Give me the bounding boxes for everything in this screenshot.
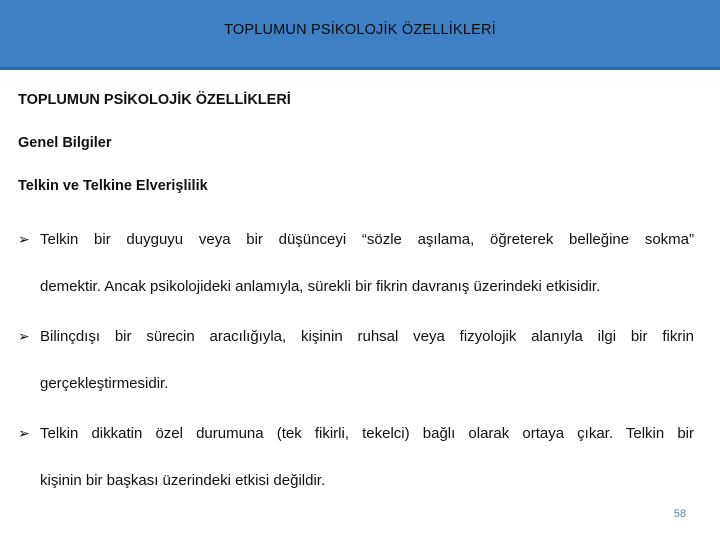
arrow-bullet-icon: ➢ [18, 231, 30, 247]
bullet-item [18, 313, 694, 407]
page-title: TOPLUMUN PSİKOLOJİK ÖZELLİKLERİ [18, 92, 291, 108]
bullet-line: Bilinçdışı bir sürecin aracılığıyla, kişinin ruhsal veya fizyolojik alanıyla ilgi bir fikrin [40, 328, 694, 345]
arrow-bullet-icon: ➢ [18, 425, 30, 441]
bullet-line: demektir. Ancak psikolojideki anlamıyla, sürekli bir fikrin davranış üzerindeki etkisidir. [40, 278, 601, 295]
bullet-line: kişinin bir başkası üzerindeki etkisi değildir. [40, 472, 326, 489]
header-bar [0, 0, 720, 70]
bullet-item [18, 216, 694, 310]
bullet-line: gerçekleştirmesidir. [40, 375, 169, 392]
arrow-bullet-icon: ➢ [18, 328, 30, 344]
bullet-item [18, 410, 694, 504]
subtitle: Genel Bilgiler [18, 135, 112, 151]
page-number: 58 [673, 508, 686, 520]
bullet-line: Telkin bir duyguyu veya bir düşünceyi “sözle aşılama, öğreterek belleğine sokma” [40, 231, 694, 248]
bullet-line: Telkin dikkatin özel durumuna (tek fikirli, tekelci) bağlı olarak ortaya çıkar. Telkin bir [40, 425, 694, 442]
section-heading: Telkin ve Telkine Elverişlilik [18, 178, 208, 194]
header-title: TOPLUMUN PSİKOLOJİK ÖZELLİKLERİ [224, 22, 496, 38]
